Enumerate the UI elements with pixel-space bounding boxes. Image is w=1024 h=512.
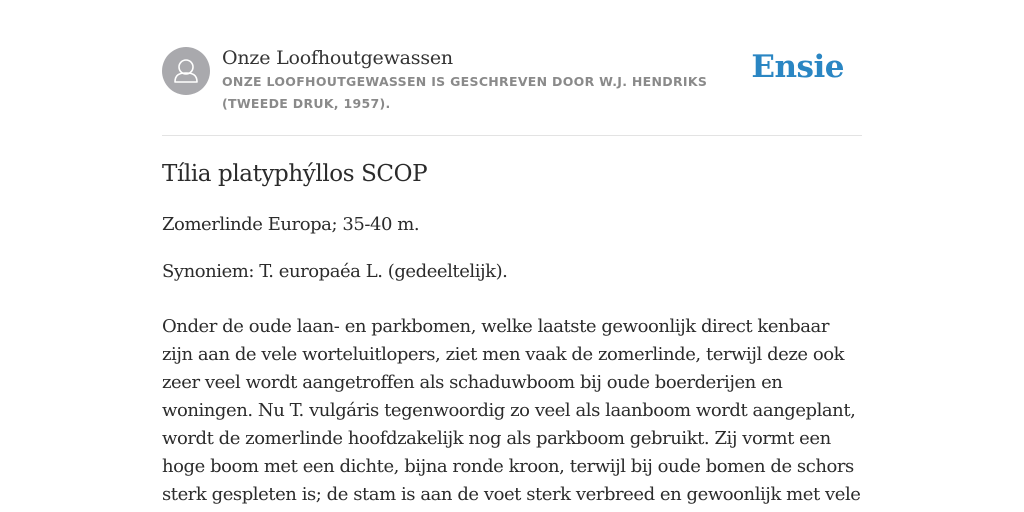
- common-name: Zomerlinde Europa; 35-40 m.: [162, 214, 420, 235]
- publication-title[interactable]: Onze Loofhoutgewassen: [222, 47, 453, 69]
- brand-logo[interactable]: Ensie: [751, 49, 844, 85]
- header-divider: [162, 135, 862, 136]
- article-content: [162, 158, 862, 509]
- author-avatar-icon[interactable]: [162, 47, 210, 95]
- entry-title: Tília platyphýllos SCOP: [162, 161, 428, 187]
- publication-description: ONZE LOOFHOUTGEWASSEN IS GESCHREVEN DOOR W.J. HENDRIKS (TWEEDE DRUK, 1957).: [222, 74, 708, 111]
- synonyms: Synoniem: T. europaéa L. (gedeeltelijk).: [162, 261, 508, 282]
- article-body: Onder de oude laan- en parkbomen, welke laatste gewoonlijk direct kenbaar zijn aan de vele worteluitlopers, ziet men vaak de zomerlinde, terwijl deze ook zeer veel wordt aangetroffen als schaduwboom bij oude boerderijen en woningen. Nu T. vulgáris tegenwoordig zo veel als laanboom wordt aangeplant, wordt de zomerlinde hoofdzakelijk nog als parkboom gebruikt. Zij vormt een hoge boom met een dichte, bijna ronde kroon, terwijl bij oude bomen de schors sterk gespleten is; de stam is aan de voet sterk verbreed en gewoonlijk met vele: [162, 316, 861, 505]
- publication-header: [162, 46, 862, 116]
